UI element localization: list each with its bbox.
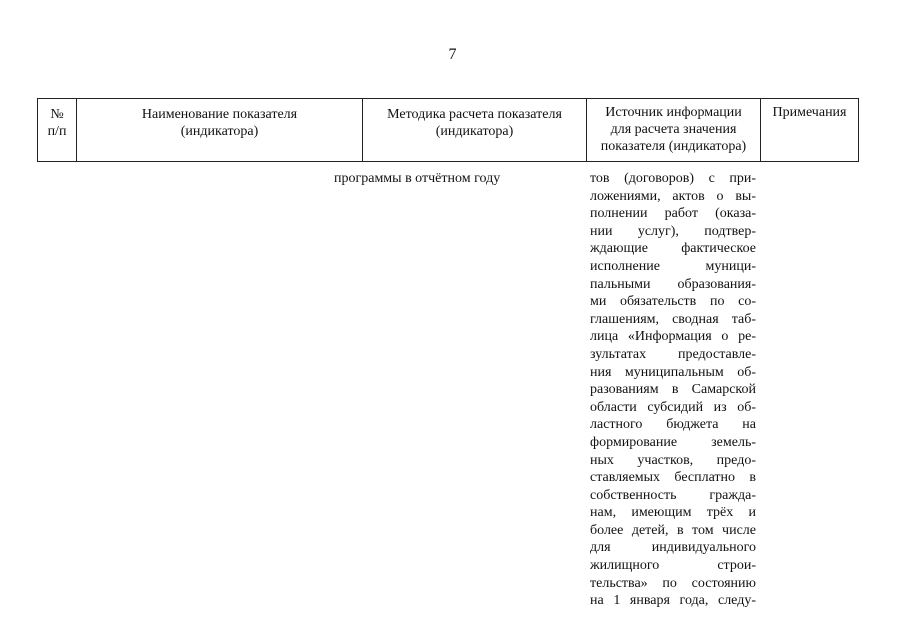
source-line: для индивидуального [590,540,756,556]
header-text: (индикатора) [435,124,514,139]
source-line: собственность гражда- [590,487,756,503]
source-line: на 1 января года, следу- [590,593,756,609]
header-text: № [50,107,64,122]
header-cell-source [586,99,760,161]
source-line: лица «Информация о ре- [590,329,756,345]
source-line: полнении работ (оказа- [590,206,756,222]
source-line: ных участков, предо- [590,452,756,468]
header-text: показателя (индикатора) [600,139,747,154]
table-header [37,98,859,162]
source-cell-text [590,170,756,610]
header-text: п/п [47,124,67,139]
header-text: Методика расчета показателя [387,107,562,122]
source-line: исполнение муници- [590,258,756,274]
header-text: Примечания [772,105,847,120]
header-text: Наименование показателя [141,107,298,122]
page-number: 7 [448,46,457,63]
source-line: ми обязательств по со- [590,294,756,310]
source-line: нам, имеющим трёх и [590,505,756,521]
source-line: ставляемых бесплатно в [590,470,756,486]
source-line: ждающие фактическое [590,241,756,257]
header-text: (индикатора) [180,124,259,139]
source-line: глашениям, сводная таб- [590,311,756,327]
header-cell-indicator-name [76,99,362,161]
header-cell-notes [760,99,858,161]
source-line: жилищного строи- [590,558,756,574]
source-line: тельства» по состоянию [590,575,756,591]
source-line: области субсидий из об- [590,399,756,415]
header-cell-number [38,99,76,161]
source-line: формирование земель- [590,434,756,450]
source-line: нии услуг), подтвер- [590,223,756,239]
source-line: ния муниципальным об- [590,364,756,380]
source-line: ложениями, актов о вы- [590,188,756,204]
source-line: более детей, в том числе [590,522,756,538]
header-text: для расчета значения [610,122,737,137]
header-cell-methodology [362,99,586,161]
source-line: пальными образования- [590,276,756,292]
source-line: тов (договоров) с при- [590,171,756,186]
header-text: Источник информации [605,105,742,120]
source-line: разованиям в Самарской [590,382,756,398]
source-line: зультатах предоставле- [590,346,756,362]
methodology-cell-text: программы в отчётном году [334,171,501,186]
source-line: ластного бюджета на [590,417,756,433]
